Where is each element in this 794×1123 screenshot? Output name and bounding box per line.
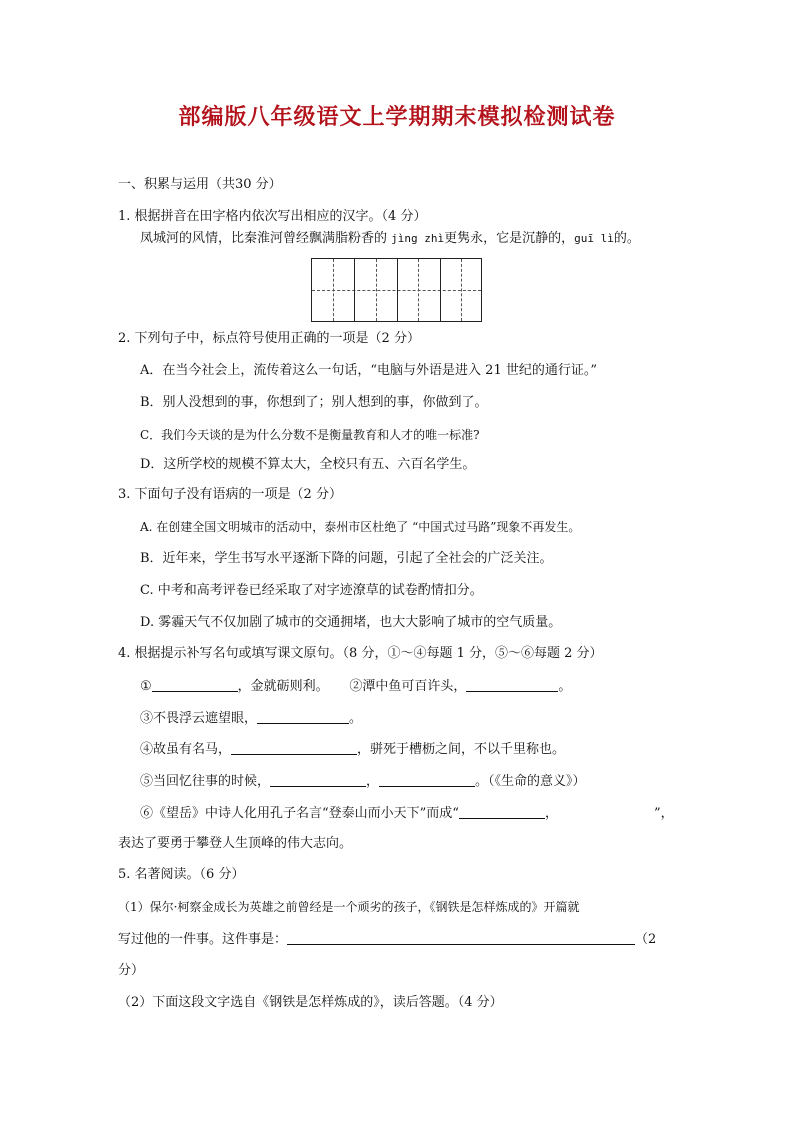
q4-line-2 <box>140 709 362 728</box>
q4-stem: 4. 根据提示补写名句或填写课文原句。（8 分，①～④每题 1 分，⑤～⑥每题 2 分） <box>118 646 603 661</box>
q4-line-1 <box>140 677 571 696</box>
q2-option-c: C．我们今天谈的是为什么分数不是衡量教育和人才的唯一标准? <box>140 428 480 442</box>
answer-blank[interactable] <box>459 804 545 819</box>
section-heading: 一、积累与运用（共30 分） <box>118 177 282 192</box>
q1-pinyin-a: jìng zhì <box>391 232 445 245</box>
q3-stem: 3. 下面句子没有语病的一项是（2 分） <box>118 487 342 502</box>
q1-text-b: 更隽永，它是沉静的， <box>444 231 575 246</box>
q4-l3-a: ④故虽有名马， <box>140 742 232 757</box>
q5-p2-b: （2 <box>635 932 657 947</box>
q3-option-d: D. 雾霾天气不仅加剧了城市的交通拥堵，也大大影响了城市的空气质量。 <box>140 615 562 630</box>
q4-line-3 <box>140 740 565 759</box>
grid-divider <box>397 259 398 321</box>
q4-l3-b: ，骈死于槽枥之间，不以千里称也。 <box>357 742 566 757</box>
q2-option-b: B．别人没想到的事，你想到了；别人想到的事，你做到了。 <box>140 395 488 410</box>
q5-part1-cont <box>118 930 656 949</box>
q2-stem: 2. 下列句子中，标点符号使用正确的一项是（2 分） <box>118 331 420 346</box>
q4-l5-a: ⑥《望岳》中诗人化用孔子名言“登泰山而小天下”而成“ <box>140 806 459 821</box>
q5-part1-score: 分） <box>118 963 145 978</box>
answer-blank[interactable] <box>379 772 475 787</box>
q1-stem: 1. 根据拼音在田字格内依次写出相应的汉字。（4 分） <box>118 209 427 224</box>
q4-l4-b: ， <box>366 774 380 789</box>
grid-divider <box>461 259 462 321</box>
q5-p2-a: 写过他的一件事。这件事是： <box>118 932 288 947</box>
answer-blank[interactable] <box>231 740 357 755</box>
q4-line-4 <box>140 772 586 791</box>
answer-blank[interactable] <box>270 772 366 787</box>
q4-l1-b: ，金就砺则利。 <box>237 679 329 694</box>
q4-line-5 <box>140 804 674 823</box>
q2-option-d: D．这所学校的规模不算太大，全校只有五、六百名学生。 <box>140 457 476 472</box>
q1-text-a: 凤城河的风情，比秦淮河曾经飘满脂粉香的 <box>140 231 392 246</box>
answer-blank[interactable] <box>152 677 238 692</box>
q4-l1-a: ① <box>140 679 152 694</box>
answer-blank[interactable] <box>287 930 635 945</box>
page-title: 部编版八年级语文上学期期末模拟检测试卷 <box>178 105 616 130</box>
q4-l2-a: ③不畏浮云遮望眼， <box>140 711 258 726</box>
grid-divider <box>333 259 334 321</box>
q3-option-c: C. 中考和高考评卷已经采取了对字迹潦草的试卷酌情扣分。 <box>140 583 483 598</box>
q4-l4-a: ⑤当回忆往事的时候， <box>140 774 271 789</box>
grid-divider <box>418 259 419 321</box>
q4-l2-b: 。 <box>349 711 363 726</box>
q1-pinyin-b: guī lì <box>574 232 614 245</box>
q4-l4-c: 。（《生命的意义》） <box>475 774 586 789</box>
q5-part2: （2）下面这段文字选自《钢铁是怎样炼成的》，读后答题。（4 分） <box>118 995 503 1010</box>
q1-text <box>140 230 640 248</box>
tianzige-grid[interactable] <box>311 258 482 322</box>
q3-option-b: B．近年来，学生书写水平逐渐下降的问题，引起了全社会的广泛关注。 <box>140 551 553 566</box>
q5-stem: 5. 名著阅读。（6 分） <box>118 867 245 882</box>
q4-l1-d: 。 <box>558 679 572 694</box>
answer-blank[interactable] <box>257 709 349 724</box>
q4-l1-c: ②潭中鱼可百许头， <box>349 679 467 694</box>
q2-option-a: A．在当今社会上，流传着这么一句话，“电脑与外语是进入 21 世纪的通行证。” <box>140 363 597 378</box>
q4-line-6: 表达了要勇于攀登人生顶峰的伟大志向。 <box>118 836 353 851</box>
q4-l5-c: ”， <box>653 806 674 821</box>
grid-divider <box>376 259 377 321</box>
grid-divider <box>440 259 441 321</box>
q5-part1: （1）保尔·柯察金成长为英雄之前曾经是一个顽劣的孩子，《钢铁是怎样炼成的》开篇就 <box>118 900 580 914</box>
answer-blank[interactable] <box>466 677 558 692</box>
q1-text-c: 的。 <box>613 231 640 246</box>
q4-l5-b: ， <box>544 806 558 821</box>
grid-divider <box>354 259 355 321</box>
q3-option-a: A. 在创建全国文明城市的活动中，泰州市区杜绝了 “中国式过马路”现象不再发生。 <box>140 520 581 534</box>
